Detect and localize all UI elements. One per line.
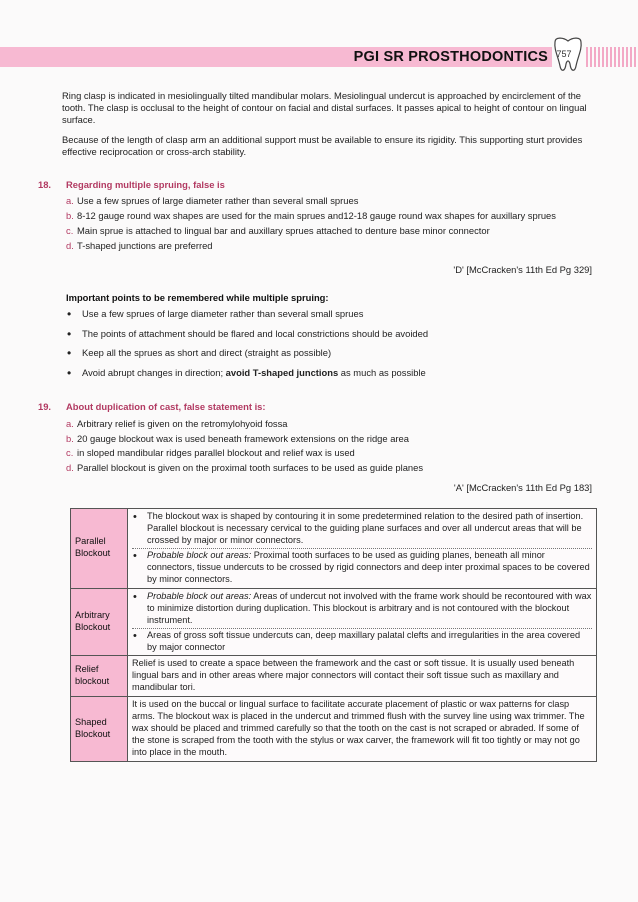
points-list (66, 308, 586, 387)
list-item: • Use a few sprues of large diameter rather than several small sprues (67, 307, 364, 321)
row-label-parallel: Parallel Blockout (71, 509, 128, 589)
option-item: c. Main sprue is attached to lingual bar and auxillary sprues attached to denture base minor connector (66, 225, 490, 236)
row-label-shaped: Shaped Blockout (71, 697, 128, 762)
blockout-table (70, 508, 597, 762)
page-header-title: PGI SR PROSTHODONTICS (353, 49, 548, 65)
question-18-number: 18. (38, 179, 52, 190)
list-item: • The points of attachment should be flared and local constrictions should be avoided (67, 326, 429, 341)
question-19-answer: 'A' [McCracken's 11th Ed Pg 183] (453, 482, 592, 493)
question-18-answer: 'D' [McCracken's 11th Ed Pg 329] (453, 264, 592, 275)
row-label-arbitrary: Arbitrary Blockout (71, 588, 128, 656)
question-19-options (66, 418, 596, 476)
list-item: • Keep all the sprues as short and direct (straight as possible) (67, 346, 332, 361)
table-row (71, 697, 597, 762)
list-item: • Areas of gross soft tissue undercuts can, deep maxillary palatal clefts and irregularities in the area covered by major connector (133, 629, 581, 652)
option-item: a. Arbitrary relief is given on the retromylohyoid fossa (66, 418, 288, 429)
row-desc-shaped: It is used on the buccal or lingual surface to facilitate accurate placement of plastic or wax patterns for clasp arms. The blockout wax is placed in the undercut and trimmed flush with the survey line using wax trimmer. The wax should be placed and trimmed carefully so that the tooth on the cast is not scraped or abraded. If some of the stone is scraped from the tooth with the stylus or wax carver, the framework will fit too tightly or may not go into place in the mouth. (128, 697, 597, 762)
question-18-options (66, 195, 596, 255)
list-item: • Probable block out areas: Proximal tooth surfaces to be used as guiding planes, beneath all minor connectors, tissue undercuts to be crossed by rigid connectors and deep inter proximal spaces to be covered by minor connectors. (133, 549, 590, 584)
option-item: d. T-shaped junctions are preferred (66, 240, 213, 251)
option-item: c. in sloped mandibular ridges parallel blockout and relief wax is used (66, 447, 355, 458)
page-number: 757 (556, 49, 572, 59)
option-item: d. Parallel blockout is given on the proximal tooth surfaces to be used as guide planes (66, 461, 424, 473)
row-desc-relief: Relief is used to create a space between the framework and the cast or soft tissue. It is usually used beneath lingual bars and in other areas where major connectors will contact their soft tissue such as maxillary and mandibular tori. (128, 656, 597, 697)
question-19-text: About duplication of cast, false statement is: (66, 401, 266, 412)
list-item: • The blockout wax is shaped by contouring it in some predetermined relation to the desired path of insertion. Parallel blockout is necessary cervical to the guiding plane surfaces and over all undercut areas that will be crossed by major or minor connectors. (133, 511, 584, 545)
intro-paragraph-1: Ring clasp is indicated in mesiolingually tilted mandibular molars. Mesiolingual undercut is approached by encirclement of the tooth. The clasp is occlusal to the height of contour on facial and distal surfaces. It passes apical to height of contour on lingual surface. (62, 90, 587, 126)
row-desc-arbitrary (128, 588, 597, 656)
list-item: • Probable block out areas: Areas of undercut not involved with the frame work should be recontoured with wax to minimize distortion during duplication. This blockout is arbitrary and is not contoured with the blockout instrument. (133, 590, 592, 625)
list-item: • Avoid abrupt changes in direction; avoid T-shaped junctions as much as possible (67, 366, 426, 381)
row-desc-parallel (128, 509, 597, 589)
table-row (71, 588, 597, 656)
option-item: b. 8-12 gauge round wax shapes are used for the main sprues and12-18 gauge round wax shapes for auxillary sprues (66, 210, 556, 221)
intro-paragraph-2: Because of the length of clasp arm an additional support must be available to ensure its rigidity. This supporting sturt provides effective reciprocation or cross-arch stability. (62, 134, 583, 158)
question-18-text: Regarding multiple spruing, false is (66, 179, 225, 190)
points-title: Important points to be remembered while multiple spruing: (66, 292, 329, 303)
table-row (71, 509, 597, 589)
option-item: a. Use a few sprues of large diameter rather than several small sprues (66, 195, 359, 206)
option-item: b. 20 gauge blockout wax is used beneath framework extensions on the ridge area (66, 432, 409, 444)
row-label-relief: Relief blockout (71, 656, 128, 697)
table-row (71, 656, 597, 697)
question-19-number: 19. (38, 401, 52, 412)
header-stripes (586, 47, 638, 67)
